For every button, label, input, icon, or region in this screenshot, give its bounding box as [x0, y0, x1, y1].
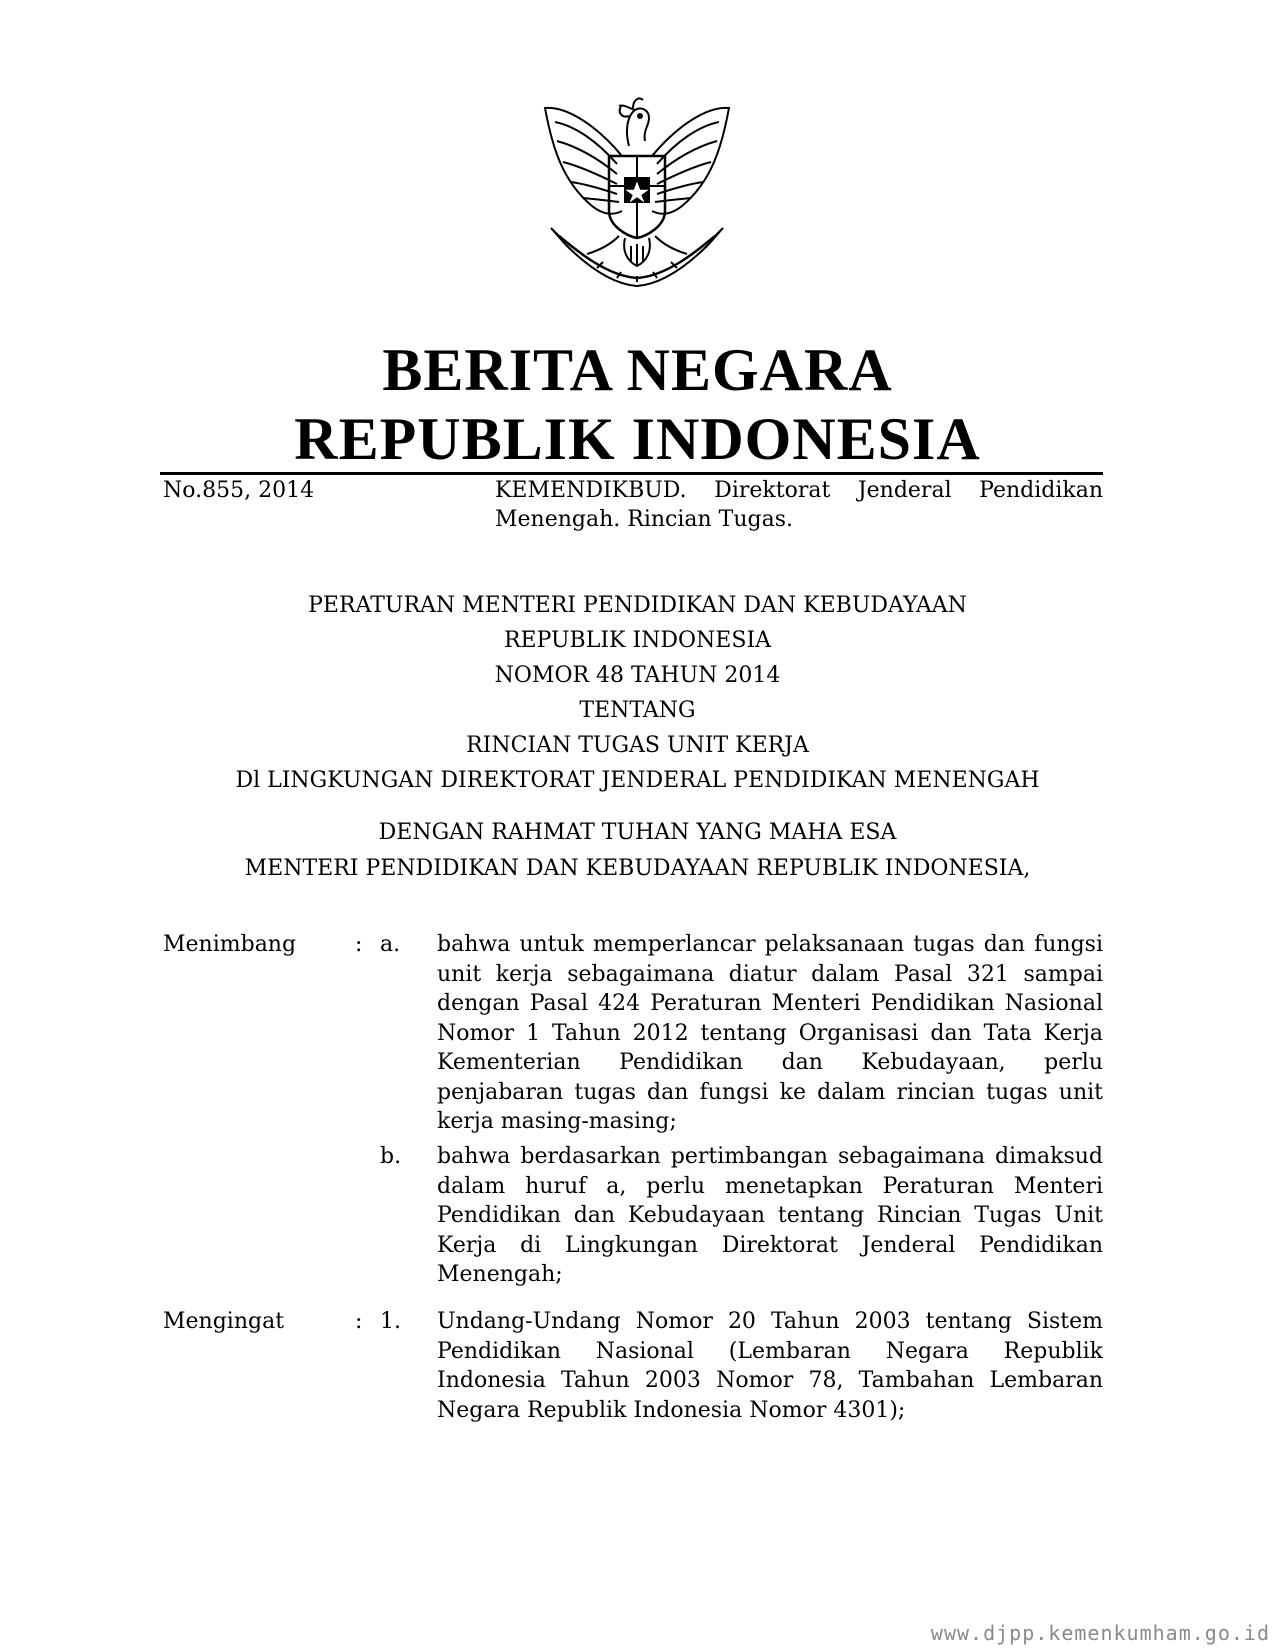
clause-text: bahwa untuk memperlancar pelaksanaan tugas dan fungsi unit kerja sebagaimana diatur dalam Pasal 321 sampai dengan Pasal 424 Peraturan Menteri Pendidikan Nasional Nomor 1 Tahun 2012 tentang Organisasi dan Tata Kerja Kementerian Pendidikan dan Kebudayaan, perlu penjabaran tugas dan fungsi ke dalam rincian tugas unit kerja masing-masing;	[437, 932, 1103, 1134]
title-line: NOMOR 48 TAHUN 2014	[494, 663, 781, 688]
opening-line: MENTERI PENDIDIKAN DAN KEBUDAYAAN REPUBLIK INDONESIA,	[244, 856, 1031, 881]
clause-text: bahwa berdasarkan pertimbangan sebagaimana dimaksud dalam huruf a, perlu menetapkan Peraturan Menteri Pendidikan dan Kebudayaan tentang Rincian Tugas Unit Kerja di Lingkungan Direktorat Jenderal Pendidikan Menengah;	[437, 1144, 1103, 1287]
gazette-number: No.855, 2014	[163, 478, 315, 503]
opening-line: DENGAN RAHMAT TUHAN YANG MAHA ESA	[378, 820, 897, 845]
clause-text: Undang-Undang Nomor 20 Tahun 2003 tentang Sistem Pendidikan Nasional (Lembaran Negara Republik Indonesia Tahun 2003 Nomor 78, Tambahan Lembaran Negara Republik Indonesia Nomor 4301);	[437, 1309, 1103, 1423]
footer-url: www.djpp.kemenkumham.go.id	[930, 1621, 1270, 1645]
garuda-emblem-icon	[537, 86, 737, 291]
clause-marker: b.	[380, 1144, 402, 1169]
title-line: PERATURAN MENTERI PENDIDIKAN DAN KEBUDAYAAN	[308, 593, 967, 618]
title-line: RINCIAN TUGAS UNIT KERJA	[466, 733, 809, 758]
title-line: REPUBLIK INDONESIA	[503, 628, 772, 653]
clause-marker: a.	[380, 932, 401, 957]
title-line: Dl LINGKUNGAN DIREKTORAT JENDERAL PENDIDIKAN MENENGAH	[235, 768, 1040, 793]
regulation-title	[160, 588, 1115, 798]
clause-label: Mengingat	[163, 1309, 285, 1334]
title-line: TENTANG	[579, 698, 696, 723]
masthead-divider	[160, 472, 1103, 475]
gazette-description: KEMENDIKBUD. Direktorat Jenderal Pendidikan Menengah. Rincian Tugas.	[495, 478, 1103, 532]
masthead-title-line1: BERITA NEGARA	[382, 337, 893, 403]
clause-colon: :	[355, 932, 363, 957]
clause-marker: 1.	[380, 1309, 401, 1334]
clause-colon: :	[355, 1309, 363, 1334]
masthead-title-line2: REPUBLIK INDONESIA	[294, 406, 981, 472]
opening-formula	[160, 815, 1115, 887]
clause-label: Menimbang	[163, 932, 297, 957]
